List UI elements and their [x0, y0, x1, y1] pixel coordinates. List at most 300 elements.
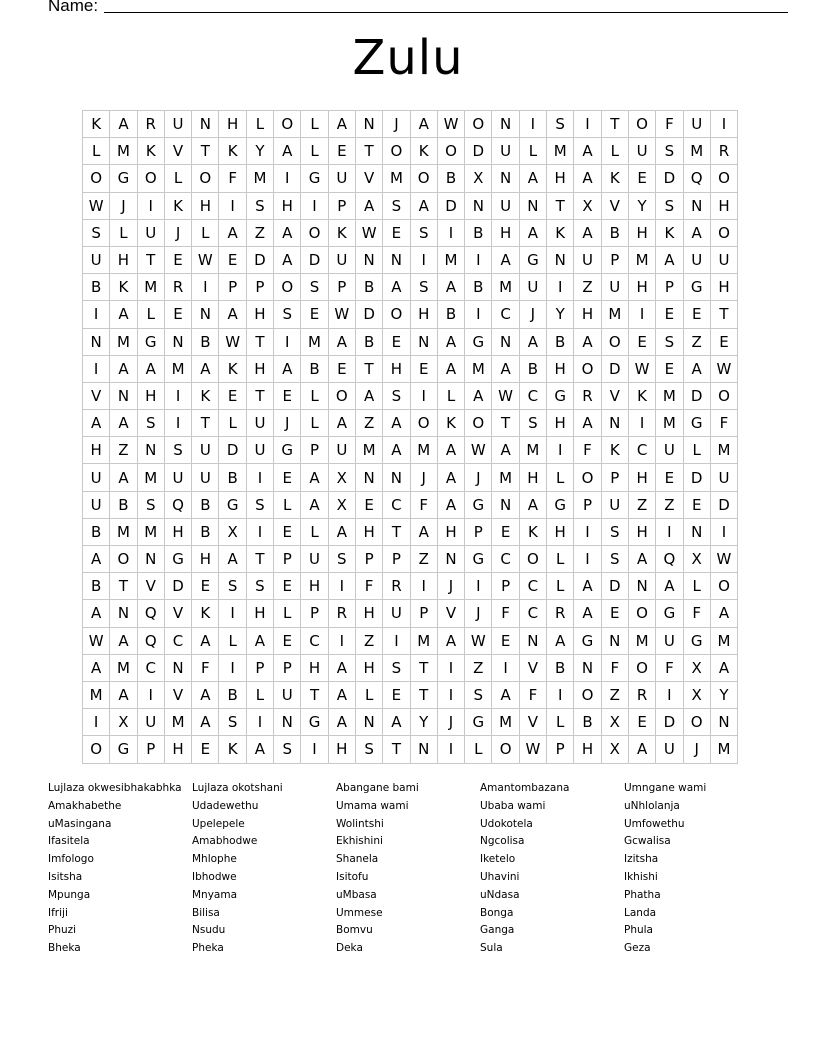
grid-cell[interactable]: O [628, 111, 655, 138]
grid-cell[interactable]: O [137, 165, 164, 192]
grid-cell[interactable]: A [465, 382, 492, 409]
grid-cell[interactable]: A [383, 274, 410, 301]
grid-cell[interactable]: N [519, 192, 546, 219]
grid-cell[interactable]: A [328, 681, 355, 708]
grid-cell[interactable]: B [574, 709, 601, 736]
grid-cell[interactable]: S [519, 410, 546, 437]
grid-cell[interactable]: S [410, 274, 437, 301]
grid-cell[interactable]: U [656, 736, 683, 763]
grid-cell[interactable]: I [492, 654, 519, 681]
grid-cell[interactable]: A [83, 410, 110, 437]
grid-cell[interactable]: N [83, 328, 110, 355]
grid-cell[interactable]: E [301, 301, 328, 328]
grid-cell[interactable]: R [137, 111, 164, 138]
grid-cell[interactable]: A [110, 355, 137, 382]
grid-cell[interactable]: A [574, 219, 601, 246]
grid-cell[interactable]: T [383, 518, 410, 545]
name-field[interactable] [104, 12, 788, 13]
grid-cell[interactable]: I [246, 709, 273, 736]
grid-cell[interactable]: A [437, 491, 464, 518]
grid-cell[interactable]: I [465, 301, 492, 328]
grid-cell[interactable]: D [656, 709, 683, 736]
grid-cell[interactable]: H [83, 437, 110, 464]
grid-cell[interactable]: M [656, 382, 683, 409]
grid-cell[interactable]: E [274, 464, 301, 491]
grid-cell[interactable]: H [574, 301, 601, 328]
grid-cell[interactable]: A [219, 546, 246, 573]
grid-cell[interactable]: L [301, 382, 328, 409]
grid-cell[interactable]: C [492, 301, 519, 328]
grid-cell[interactable]: S [383, 654, 410, 681]
grid-cell[interactable]: E [274, 518, 301, 545]
grid-cell[interactable]: U [519, 274, 546, 301]
grid-cell[interactable]: I [465, 573, 492, 600]
grid-cell[interactable]: O [110, 546, 137, 573]
grid-cell[interactable]: E [164, 246, 191, 273]
grid-cell[interactable]: V [83, 382, 110, 409]
grid-cell[interactable]: R [628, 681, 655, 708]
grid-cell[interactable]: T [601, 111, 628, 138]
grid-cell[interactable]: H [383, 355, 410, 382]
grid-cell[interactable]: H [519, 464, 546, 491]
grid-cell[interactable]: L [465, 736, 492, 763]
grid-cell[interactable]: A [301, 491, 328, 518]
grid-cell[interactable]: Y [628, 192, 655, 219]
grid-cell[interactable]: A [355, 382, 382, 409]
grid-cell[interactable]: E [383, 328, 410, 355]
grid-cell[interactable]: W [710, 355, 737, 382]
grid-cell[interactable]: V [164, 600, 191, 627]
grid-cell[interactable]: O [574, 681, 601, 708]
grid-cell[interactable]: K [219, 736, 246, 763]
grid-cell[interactable]: A [519, 165, 546, 192]
grid-cell[interactable]: T [410, 654, 437, 681]
grid-cell[interactable]: M [246, 165, 273, 192]
grid-cell[interactable]: J [683, 736, 710, 763]
grid-cell[interactable]: V [164, 138, 191, 165]
grid-cell[interactable]: N [410, 736, 437, 763]
grid-cell[interactable]: W [219, 328, 246, 355]
grid-cell[interactable]: X [601, 736, 628, 763]
grid-cell[interactable]: F [656, 111, 683, 138]
grid-cell[interactable]: E [492, 627, 519, 654]
grid-cell[interactable]: I [383, 627, 410, 654]
grid-cell[interactable]: I [574, 518, 601, 545]
grid-cell[interactable]: O [465, 410, 492, 437]
grid-cell[interactable]: A [83, 600, 110, 627]
grid-cell[interactable]: L [547, 546, 574, 573]
grid-cell[interactable]: L [683, 437, 710, 464]
grid-cell[interactable]: L [110, 219, 137, 246]
grid-cell[interactable]: C [383, 491, 410, 518]
grid-cell[interactable]: T [547, 192, 574, 219]
grid-cell[interactable]: U [192, 437, 219, 464]
grid-cell[interactable]: H [246, 301, 273, 328]
grid-cell[interactable]: P [656, 274, 683, 301]
grid-cell[interactable]: Z [355, 627, 382, 654]
grid-cell[interactable]: E [355, 491, 382, 518]
grid-cell[interactable]: E [219, 382, 246, 409]
grid-cell[interactable]: J [110, 192, 137, 219]
grid-cell[interactable]: A [628, 736, 655, 763]
grid-cell[interactable]: W [710, 546, 737, 573]
grid-cell[interactable]: H [355, 518, 382, 545]
grid-cell[interactable]: A [574, 165, 601, 192]
grid-cell[interactable]: D [683, 382, 710, 409]
grid-cell[interactable]: I [710, 518, 737, 545]
grid-cell[interactable]: O [628, 600, 655, 627]
grid-cell[interactable]: H [328, 736, 355, 763]
grid-cell[interactable]: A [110, 111, 137, 138]
grid-cell[interactable]: U [628, 138, 655, 165]
grid-cell[interactable]: A [328, 328, 355, 355]
grid-cell[interactable]: M [492, 709, 519, 736]
grid-cell[interactable]: J [465, 600, 492, 627]
grid-cell[interactable]: O [710, 165, 737, 192]
grid-cell[interactable]: A [110, 627, 137, 654]
grid-cell[interactable]: I [301, 192, 328, 219]
grid-cell[interactable]: U [601, 274, 628, 301]
grid-cell[interactable]: A [274, 355, 301, 382]
grid-cell[interactable]: N [410, 328, 437, 355]
grid-cell[interactable]: M [164, 709, 191, 736]
grid-cell[interactable]: F [656, 654, 683, 681]
grid-cell[interactable]: U [137, 219, 164, 246]
grid-cell[interactable]: A [437, 464, 464, 491]
grid-cell[interactable]: E [601, 600, 628, 627]
grid-cell[interactable]: L [137, 301, 164, 328]
grid-cell[interactable]: J [410, 464, 437, 491]
grid-cell[interactable]: U [492, 138, 519, 165]
grid-cell[interactable]: I [574, 111, 601, 138]
grid-cell[interactable]: G [465, 546, 492, 573]
grid-cell[interactable]: N [137, 437, 164, 464]
grid-cell[interactable]: B [83, 573, 110, 600]
grid-cell[interactable]: X [328, 464, 355, 491]
grid-cell[interactable]: I [410, 573, 437, 600]
grid-cell[interactable]: A [137, 355, 164, 382]
grid-cell[interactable]: K [83, 111, 110, 138]
grid-cell[interactable]: U [274, 681, 301, 708]
grid-cell[interactable]: O [383, 301, 410, 328]
grid-cell[interactable]: O [383, 138, 410, 165]
grid-cell[interactable]: P [574, 491, 601, 518]
grid-cell[interactable]: B [192, 518, 219, 545]
grid-cell[interactable]: D [710, 491, 737, 518]
grid-cell[interactable]: U [83, 464, 110, 491]
grid-cell[interactable]: V [601, 192, 628, 219]
grid-cell[interactable]: N [110, 600, 137, 627]
grid-cell[interactable]: U [246, 437, 273, 464]
grid-cell[interactable]: H [710, 274, 737, 301]
grid-cell[interactable]: U [192, 464, 219, 491]
grid-cell[interactable]: V [355, 165, 382, 192]
grid-cell[interactable]: A [492, 355, 519, 382]
grid-cell[interactable]: B [465, 219, 492, 246]
grid-cell[interactable]: F [355, 573, 382, 600]
grid-cell[interactable]: M [465, 355, 492, 382]
grid-cell[interactable]: E [410, 355, 437, 382]
grid-cell[interactable]: G [465, 709, 492, 736]
grid-cell[interactable]: C [519, 382, 546, 409]
grid-cell[interactable]: L [547, 709, 574, 736]
grid-cell[interactable]: U [383, 600, 410, 627]
grid-cell[interactable]: E [656, 464, 683, 491]
grid-cell[interactable]: W [492, 382, 519, 409]
grid-cell[interactable]: M [410, 437, 437, 464]
grid-cell[interactable]: M [137, 274, 164, 301]
grid-cell[interactable]: N [492, 111, 519, 138]
grid-cell[interactable]: P [274, 546, 301, 573]
grid-cell[interactable]: L [301, 518, 328, 545]
grid-cell[interactable]: Q [656, 546, 683, 573]
grid-cell[interactable]: E [628, 709, 655, 736]
grid-cell[interactable]: E [492, 518, 519, 545]
grid-cell[interactable]: B [192, 491, 219, 518]
grid-cell[interactable]: B [547, 328, 574, 355]
grid-cell[interactable]: T [137, 246, 164, 273]
grid-cell[interactable]: C [164, 627, 191, 654]
grid-cell[interactable]: I [274, 165, 301, 192]
grid-cell[interactable]: H [246, 600, 273, 627]
grid-cell[interactable]: U [83, 491, 110, 518]
grid-cell[interactable]: Y [246, 138, 273, 165]
grid-cell[interactable]: Q [164, 491, 191, 518]
grid-cell[interactable]: X [683, 546, 710, 573]
grid-cell[interactable]: W [437, 111, 464, 138]
grid-cell[interactable]: A [683, 219, 710, 246]
grid-cell[interactable]: F [683, 600, 710, 627]
grid-cell[interactable]: N [547, 246, 574, 273]
grid-cell[interactable]: H [628, 464, 655, 491]
grid-cell[interactable]: G [465, 491, 492, 518]
grid-cell[interactable]: E [274, 382, 301, 409]
grid-cell[interactable]: N [492, 165, 519, 192]
grid-cell[interactable]: K [547, 219, 574, 246]
grid-cell[interactable]: Z [683, 328, 710, 355]
grid-cell[interactable]: A [656, 246, 683, 273]
grid-cell[interactable]: L [301, 111, 328, 138]
grid-cell[interactable]: M [137, 518, 164, 545]
grid-cell[interactable]: B [219, 681, 246, 708]
grid-cell[interactable]: O [83, 165, 110, 192]
grid-cell[interactable]: S [246, 491, 273, 518]
grid-cell[interactable]: I [164, 382, 191, 409]
grid-cell[interactable]: A [83, 546, 110, 573]
grid-cell[interactable]: M [137, 464, 164, 491]
grid-cell[interactable]: G [110, 165, 137, 192]
grid-cell[interactable]: U [683, 246, 710, 273]
grid-cell[interactable]: N [465, 192, 492, 219]
grid-cell[interactable]: D [465, 138, 492, 165]
grid-cell[interactable]: U [601, 491, 628, 518]
grid-cell[interactable]: Z [246, 219, 273, 246]
grid-cell[interactable]: F [492, 600, 519, 627]
grid-cell[interactable]: N [492, 328, 519, 355]
grid-cell[interactable]: H [355, 654, 382, 681]
grid-cell[interactable]: M [410, 627, 437, 654]
grid-cell[interactable]: V [437, 600, 464, 627]
grid-cell[interactable]: J [519, 301, 546, 328]
grid-cell[interactable]: A [355, 192, 382, 219]
grid-cell[interactable]: B [219, 464, 246, 491]
grid-cell[interactable]: N [437, 546, 464, 573]
grid-cell[interactable]: A [328, 709, 355, 736]
grid-cell[interactable]: U [710, 246, 737, 273]
grid-cell[interactable]: U [683, 111, 710, 138]
grid-cell[interactable]: I [547, 437, 574, 464]
grid-cell[interactable]: E [683, 491, 710, 518]
grid-cell[interactable]: A [383, 437, 410, 464]
grid-cell[interactable]: A [574, 138, 601, 165]
grid-cell[interactable]: J [164, 219, 191, 246]
grid-cell[interactable]: Y [710, 681, 737, 708]
grid-cell[interactable]: A [437, 355, 464, 382]
grid-cell[interactable]: E [628, 165, 655, 192]
grid-cell[interactable]: I [628, 301, 655, 328]
grid-cell[interactable]: L [301, 410, 328, 437]
grid-cell[interactable]: M [383, 165, 410, 192]
grid-cell[interactable]: S [656, 138, 683, 165]
grid-cell[interactable]: K [110, 274, 137, 301]
grid-cell[interactable]: I [656, 681, 683, 708]
grid-cell[interactable]: I [192, 274, 219, 301]
grid-cell[interactable]: A [437, 437, 464, 464]
grid-cell[interactable]: A [410, 518, 437, 545]
grid-cell[interactable]: A [83, 654, 110, 681]
grid-cell[interactable]: T [301, 681, 328, 708]
grid-cell[interactable]: N [192, 111, 219, 138]
grid-cell[interactable]: T [355, 355, 382, 382]
grid-cell[interactable]: T [410, 681, 437, 708]
grid-cell[interactable]: Q [683, 165, 710, 192]
grid-cell[interactable]: J [383, 111, 410, 138]
grid-cell[interactable]: E [383, 219, 410, 246]
grid-cell[interactable]: L [246, 681, 273, 708]
grid-cell[interactable]: I [465, 246, 492, 273]
grid-cell[interactable]: S [219, 573, 246, 600]
grid-cell[interactable]: G [219, 491, 246, 518]
grid-cell[interactable]: S [219, 709, 246, 736]
grid-cell[interactable]: H [137, 382, 164, 409]
grid-cell[interactable]: D [219, 437, 246, 464]
grid-cell[interactable]: L [219, 410, 246, 437]
grid-cell[interactable]: A [410, 111, 437, 138]
grid-cell[interactable]: E [683, 301, 710, 328]
grid-cell[interactable]: G [683, 627, 710, 654]
grid-cell[interactable]: R [164, 274, 191, 301]
grid-cell[interactable]: D [246, 246, 273, 273]
grid-cell[interactable]: N [355, 709, 382, 736]
grid-cell[interactable]: O [710, 219, 737, 246]
grid-cell[interactable]: X [601, 709, 628, 736]
grid-cell[interactable]: D [164, 573, 191, 600]
grid-cell[interactable]: S [274, 301, 301, 328]
grid-cell[interactable]: T [192, 410, 219, 437]
grid-cell[interactable]: O [192, 165, 219, 192]
grid-cell[interactable]: Z [465, 654, 492, 681]
grid-cell[interactable]: N [683, 518, 710, 545]
grid-cell[interactable]: T [383, 736, 410, 763]
grid-cell[interactable]: H [437, 518, 464, 545]
grid-cell[interactable]: L [246, 111, 273, 138]
grid-cell[interactable]: P [274, 654, 301, 681]
grid-cell[interactable]: U [164, 111, 191, 138]
grid-cell[interactable]: K [410, 138, 437, 165]
grid-cell[interactable]: E [274, 627, 301, 654]
grid-cell[interactable]: P [492, 573, 519, 600]
grid-cell[interactable]: C [628, 437, 655, 464]
grid-cell[interactable]: A [683, 355, 710, 382]
grid-cell[interactable]: K [328, 219, 355, 246]
grid-cell[interactable]: S [601, 518, 628, 545]
grid-cell[interactable]: P [137, 736, 164, 763]
grid-cell[interactable]: M [547, 138, 574, 165]
grid-cell[interactable]: G [301, 709, 328, 736]
grid-cell[interactable]: H [628, 518, 655, 545]
grid-cell[interactable]: I [83, 355, 110, 382]
grid-cell[interactable]: W [465, 437, 492, 464]
grid-cell[interactable]: N [355, 246, 382, 273]
grid-cell[interactable]: R [383, 573, 410, 600]
grid-cell[interactable]: X [219, 518, 246, 545]
grid-cell[interactable]: M [628, 246, 655, 273]
grid-cell[interactable]: A [383, 410, 410, 437]
grid-cell[interactable]: P [547, 736, 574, 763]
grid-cell[interactable]: A [219, 301, 246, 328]
grid-cell[interactable]: B [110, 491, 137, 518]
grid-cell[interactable]: I [274, 328, 301, 355]
grid-cell[interactable]: O [465, 111, 492, 138]
grid-cell[interactable]: A [383, 709, 410, 736]
grid-cell[interactable]: N [137, 546, 164, 573]
grid-cell[interactable]: M [355, 437, 382, 464]
grid-cell[interactable]: G [547, 491, 574, 518]
grid-cell[interactable]: K [519, 518, 546, 545]
grid-cell[interactable]: N [683, 192, 710, 219]
grid-cell[interactable]: B [355, 328, 382, 355]
grid-cell[interactable]: M [710, 736, 737, 763]
grid-cell[interactable]: L [547, 464, 574, 491]
grid-cell[interactable]: N [383, 464, 410, 491]
grid-cell[interactable]: A [437, 627, 464, 654]
grid-cell[interactable]: N [355, 464, 382, 491]
grid-cell[interactable]: G [519, 246, 546, 273]
grid-cell[interactable]: O [574, 464, 601, 491]
grid-cell[interactable]: H [164, 736, 191, 763]
grid-cell[interactable]: L [164, 165, 191, 192]
grid-cell[interactable]: C [492, 546, 519, 573]
grid-cell[interactable]: E [192, 736, 219, 763]
grid-cell[interactable]: S [328, 546, 355, 573]
grid-cell[interactable]: I [656, 518, 683, 545]
grid-cell[interactable]: S [547, 111, 574, 138]
grid-cell[interactable]: N [274, 709, 301, 736]
grid-cell[interactable]: Z [355, 410, 382, 437]
grid-cell[interactable]: G [110, 736, 137, 763]
grid-cell[interactable]: O [410, 410, 437, 437]
grid-cell[interactable]: O [710, 573, 737, 600]
grid-cell[interactable]: X [574, 192, 601, 219]
grid-cell[interactable]: O [274, 111, 301, 138]
grid-cell[interactable]: R [710, 138, 737, 165]
grid-cell[interactable]: O [519, 546, 546, 573]
grid-cell[interactable]: A [410, 192, 437, 219]
grid-cell[interactable]: U [301, 546, 328, 573]
grid-cell[interactable]: E [164, 301, 191, 328]
grid-cell[interactable]: T [246, 328, 273, 355]
grid-cell[interactable]: N [519, 627, 546, 654]
